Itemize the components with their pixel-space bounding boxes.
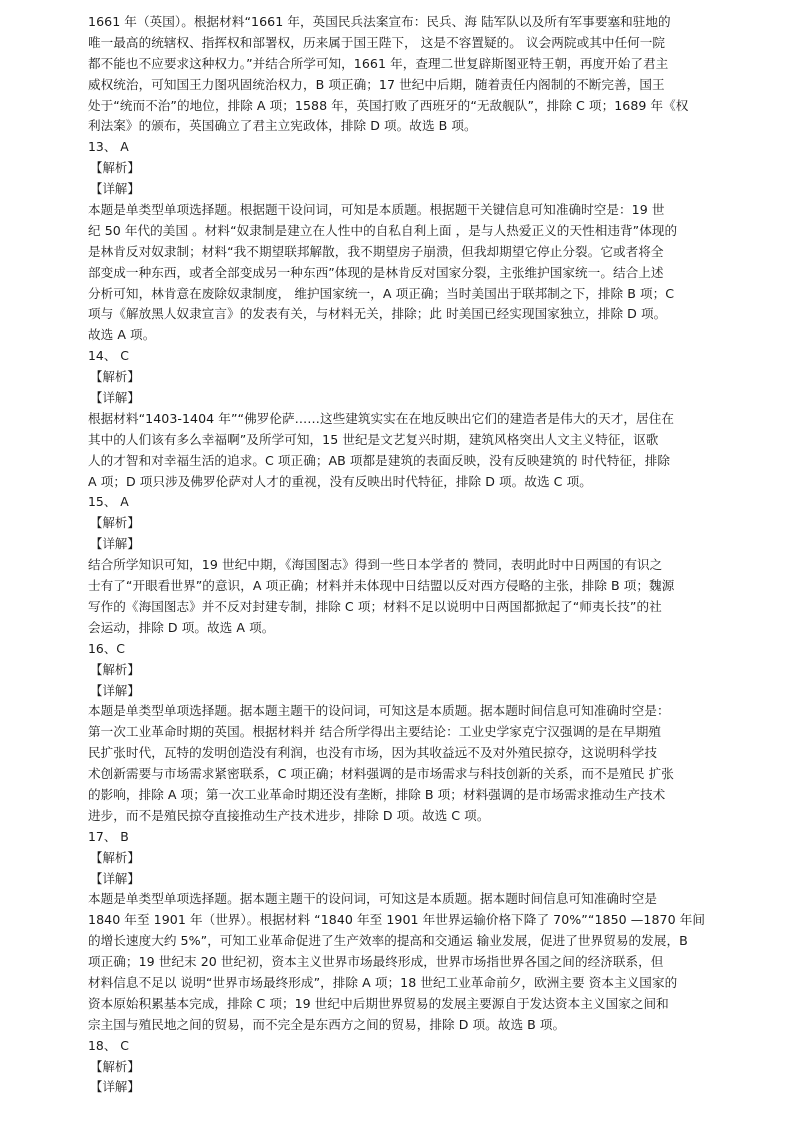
paragraph-line: 术创新需要与市场需求紧密联系，C 项正确；材料强调的是市场需求与科技创新的关系，而不是殖民 扩张	[88, 766, 674, 782]
paragraph-line: 第一次工业革命时期的英国。根据材料并 结合所学得出主要结论：工业史学家克宁汉强调的是在早期殖	[88, 724, 662, 740]
paragraph-line: 资本原始积累基本完成，排除 C 项；19 世纪中后期世界贸易的发展主要源自于发达资本主义国家之间和	[88, 995, 669, 1011]
paragraph-line: 本题是单类型单项选择题。据本题主题干的设问词，可知这是本质题。据本题时间信息可知准确时空是：	[88, 703, 670, 719]
paragraph-line: A 项；D 项只涉及佛罗伦萨对人才的重视，没有反映出时代特征，排除 D 项。故选 C 项。	[88, 473, 592, 489]
detail-tag: 【详解】	[90, 536, 140, 552]
paragraph-line: 项正确；19 世纪末 20 世纪初，资本主义世界市场最终形成，世界市场指世界各国之间的经济联系，但	[88, 954, 664, 970]
answer-number: 17、 B	[88, 828, 129, 844]
paragraph-line: 唯一最高的统辖权、指挥权和部署权，历来属于国王陛下， 这是不容置疑的。 议会两院或其中任何一院	[88, 34, 666, 50]
paragraph-line: 的增长速度大约 5%”，可知工业革命促进了生产效率的提高和交通运 输业发展，促进了世界贸易的发展，B	[88, 933, 688, 949]
detail-tag: 【详解】	[90, 181, 140, 197]
paragraph-line: 其中的人们该有多么幸福啊”及所学可知，15 世纪是文艺复兴时期，建筑风格突出人文主义特征，讴歌	[88, 431, 659, 447]
paragraph-line: 士有了“开眼看世界”的意识，A 项正确；材料并未体现中日结盟以反对西方侵略的主张，排除 B 项；魏源	[88, 578, 675, 594]
answer-number: 14、 C	[88, 348, 129, 364]
paragraph-line: 1840 年至 1901 年（世界）。根据材料 “1840 年至 1901 年世界运输价格下降了 70%”“1850 —1870 年间	[88, 912, 705, 928]
detail-tag: 【详解】	[90, 1079, 140, 1095]
analysis-tag: 【解析】	[90, 661, 140, 677]
paragraph-line: 的影响，排除 A 项；第一次工业革命时期还没有垄断，排除 B 项；材料强调的是市场需求推动生产技术	[88, 786, 666, 802]
paragraph-line: 民扩张时代，瓦特的发明创造没有利润，也没有市场，因为其收益远不及对外殖民掠夺，这说明科学技	[88, 745, 657, 761]
paragraph-line: 根据材料“1403-1404 年”“佛罗伦萨……这些建筑实实在在地反映出它们的建造者是伟大的天才，居住在	[88, 410, 674, 426]
paragraph-line: 人的才智和对幸福生活的追求。C 项正确；AB 项都是建筑的表面反映，没有反映建筑的 时代特征，排除	[88, 452, 671, 468]
analysis-tag: 【解析】	[90, 849, 140, 865]
paragraph-line: 1661 年（英国）。根据材料“1661 年，英国民兵法案宣布：民兵、海 陆军队以及所有军事要塞和驻地的	[88, 14, 671, 29]
document-page	[88, 12, 710, 1098]
paragraph-line: 威权统治，可知国王力图巩固统治权力，B 项正确；17 世纪中后期，随着责任内阁制的不断完善，国王	[88, 76, 665, 92]
paragraph-line: 材料信息不足以 说明“世界市场最终形成”，排除 A 项；18 世纪工业革命前夕，欧洲主要 资本主义国家的	[88, 974, 678, 990]
paragraph-line: 利法案》的颁布，英国确立了君主立宪政体，排除 D 项。故选 B 项。	[88, 118, 477, 134]
paragraph-line: 处于“统而不治”的地位，排除 A 项；1588 年，英国打败了西班牙的“无敌舰队”，排除 C 项；1689 年《权	[88, 97, 689, 113]
answer-number: 18、 C	[88, 1037, 129, 1053]
paragraph-line: 是林肯反对奴隶制；材料“我不期望联邦解散，我不期望房子崩溃，但我却期望它停止分裂。它或者将全	[88, 243, 664, 259]
analysis-tag: 【解析】	[90, 1058, 140, 1074]
paragraph-line: 本题是单类型单项选择题。据本题主题干的设问词，可知这是本质题。据本题时间信息可知准确时空是	[88, 891, 657, 907]
analysis-tag: 【解析】	[90, 160, 140, 176]
paragraph-line: 结合所学知识可知，19 世纪中期，《海国图志》得到一些日本学者的 赞同，表明此时中日两国的有识之	[88, 557, 663, 573]
paragraph-line: 故选 A 项。	[88, 327, 156, 343]
detail-tag: 【详解】	[90, 390, 140, 406]
paragraph-line: 写作的《海国图志》并不反对封建专制，排除 C 项；材料不足以说明中日两国都掀起了“师夷长技”的社	[88, 598, 662, 614]
paragraph-line: 纪 50 年代的美国 。材料“奴隶制是建立在人性中的自私自利上面 ，是与人热爱正义的天性相违背”体现的	[88, 222, 678, 238]
paragraph-line: 项与《解放黑人奴隶宣言》的发表有关，与材料无关，排除；此 时美国已经实现国家独立，排除 D 项。	[88, 306, 667, 322]
paragraph-line: 进步，而不是殖民掠夺直接推动生产技术进步，排除 D 项。故选 C 项。	[88, 807, 490, 823]
paragraph-line: 分析可知，林肯意在废除奴隶制度， 维护国家统一，A 项正确；当时美国出于联邦制之下，排除 B 项；C	[88, 285, 675, 301]
paragraph-line: 宗主国与殖民地之间的贸易，而不完全是东西方之间的贸易，排除 D 项。故选 B 项。	[88, 1016, 566, 1032]
paragraph-line: 本题是单类型单项选择题。根据题干设问词，可知是本质题。根据题干关键信息可知准确时空是：19 世	[88, 202, 665, 218]
answer-number: 13、 A	[88, 139, 129, 155]
answer-number: 16、C	[88, 640, 126, 656]
detail-tag: 【详解】	[90, 682, 140, 698]
paragraph-line: 会运动，排除 D 项。故选 A 项。	[88, 619, 275, 635]
answer-number: 15、 A	[88, 494, 129, 510]
analysis-tag: 【解析】	[90, 369, 140, 385]
paragraph-line: 都不能也不应要求这种权力。”并结合所学可知，1661 年，查理二世复辟斯图亚特王朝，再度开始了君主	[88, 55, 669, 71]
detail-tag: 【详解】	[90, 870, 140, 886]
paragraph-line: 部变成一种东西，或者全部变成另一种东西”体现的是林肯反对国家分裂，主张维护国家统一。结合上述	[88, 264, 664, 280]
analysis-tag: 【解析】	[90, 515, 140, 531]
